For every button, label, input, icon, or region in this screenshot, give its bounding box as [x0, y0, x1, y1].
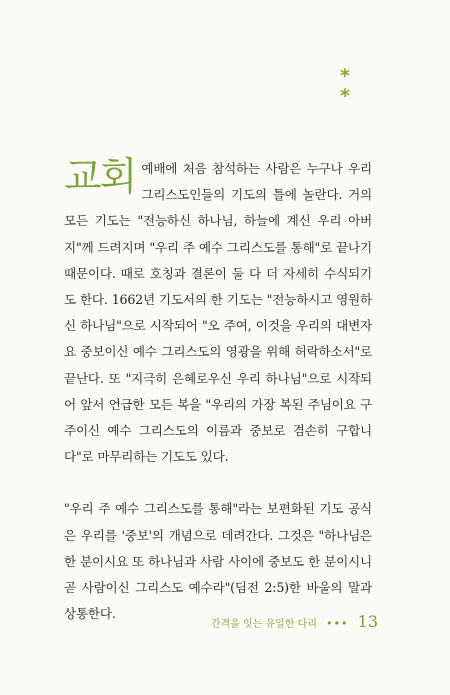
drop-cap: 교회	[64, 155, 136, 200]
paragraph-1	[64, 156, 372, 470]
page-number: 13	[357, 612, 378, 631]
paragraph-1-text: 예배에 처음 참석하는 사람은 누구나 우리 그리스도인들의 기도의 틀에 놀란다. 거의 모든 기도는 "전능하신 하나님, 하늘에 계신 우리 아버지"께 드려지며 "우리 주 예수 그리스도를 통해"로 끝나기 때문이다. 때로 호칭과 결론이 둘 다 더 자세히 수식되기도 한다. 1662년 기도서의 한 기도는 "전능하시고 영원하신 하나님"으로 시작되어 "오 주여, 이것을 우리의 대변자요 중보이신 예수 그리스도의 영광을 위해 허락하소서"로 끝난다. 또 "지극히 은혜로우신 우리 하나님"으로 시작되어 앞서 언급한 모든 복을 "우리의 가장 복된 주님이요 구주이신 예수 그리스도의 이름과 중보로 겸손히 구합니다"로 마무리하는 기도도 있다.	[64, 161, 372, 465]
paragraph-2	[64, 496, 372, 627]
footer-chapter-title: 간격을 잇는 유일한 다리	[210, 619, 317, 630]
body-text	[64, 156, 372, 627]
running-footer	[0, 612, 450, 631]
footer-separator: •••	[326, 617, 349, 630]
ornament-star-2: *	[340, 85, 350, 107]
ornament-asterisks	[340, 66, 350, 106]
ornament-star-1: *	[340, 65, 350, 87]
paragraph-2-text: "우리 주 예수 그리스도를 통해"라는 보편화된 기도 공식은 우리를 '중보'의 개념으로 데려간다. 그것은 "하나님은 한 분이시요 또 하나님과 사람 사이에 중보도 한 분이시니 곧 사람이신 그리스도 예수라"(딤전 2:5)한 바울의 말과 상통한다.	[64, 501, 372, 622]
